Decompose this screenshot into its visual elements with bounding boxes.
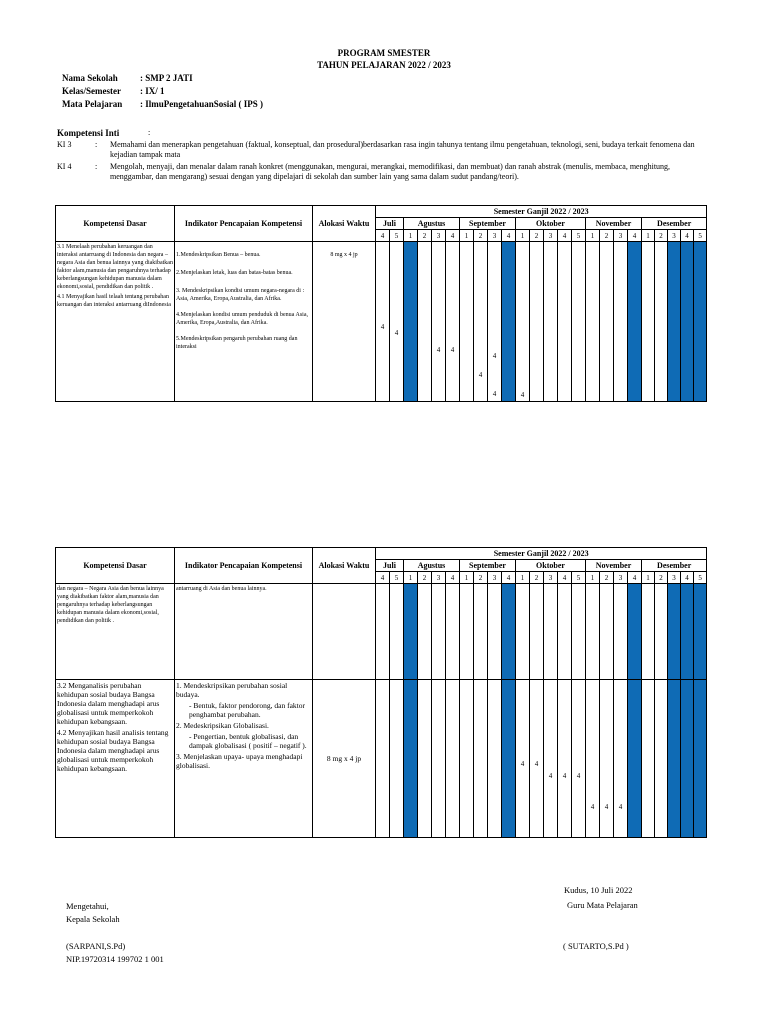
holiday-slot: [681, 584, 694, 680]
mark-value: 4: [576, 771, 581, 780]
header-kd: Kompetensi Dasar: [56, 548, 175, 584]
week-cell: 2: [530, 572, 544, 584]
indikator-continued-text: antarruang di Asia dan benua lainnya.: [176, 586, 267, 592]
mark-value: 4: [590, 802, 595, 811]
week-cell: 1: [516, 230, 530, 242]
indikator-cell-continued: [175, 584, 313, 680]
week-cell: 5: [694, 230, 707, 242]
indikator-text: Pengertian, bentuk globalisasi, dan dampak globalisasi ( positif – negatif ).: [189, 732, 307, 750]
ki4-code: KI 4: [57, 162, 72, 171]
week-slot: [655, 680, 668, 838]
week-slot: [432, 680, 446, 838]
holiday-slot: [628, 242, 642, 402]
mark-value: 4: [534, 759, 539, 768]
header-semester: Semester Ganjil 2022 / 2023: [376, 548, 707, 560]
week-slot: [530, 242, 544, 402]
week-slot: [488, 242, 502, 402]
week-slot: [530, 584, 544, 680]
mark-value: 4: [548, 771, 553, 780]
indikator-item: [175, 700, 312, 720]
indikator-cell: [175, 680, 313, 838]
week-slot: [655, 584, 668, 680]
holiday-slot: [668, 680, 681, 838]
week-slot: [642, 584, 655, 680]
week-slot: [460, 680, 474, 838]
week-cell: 5: [390, 230, 404, 242]
week-cell: 3: [432, 572, 446, 584]
mark-value: 4: [520, 759, 525, 768]
kd-cell: [56, 242, 175, 402]
week-cell: 3: [614, 230, 628, 242]
holiday-slot: [694, 680, 707, 838]
week-cell: 3: [668, 572, 681, 584]
week-slot: [376, 584, 390, 680]
kd-no: 4.2: [57, 728, 67, 737]
week-slot: [600, 680, 614, 838]
week-cell: 2: [530, 230, 544, 242]
ki3-text: Memahami dan menerapkan pengetahuan (faktual, konseptual, dan prosedural)berdasarkan rasa ingin tahunya tentang ilmu pengetahuan, teknologi, seni, budaya terkait fenomena dan kejadian tampak mata: [110, 140, 695, 159]
header-alokasi: Alokasi Waktu: [313, 206, 376, 242]
week-slot: [516, 584, 530, 680]
info-label: Mata Pelajaran: [62, 99, 123, 109]
week-cell: 5: [572, 572, 586, 584]
week-cell: 4: [681, 230, 694, 242]
kd-text: Menganalisis perubahan kehidupan sosial budaya Bangsa Indonesia dalam menghadapi arus globalisasi untuk memperkokoh kehidupan kebangsaan.: [57, 681, 160, 726]
mark-value: 4: [492, 389, 497, 398]
kd-text: Menyajikan hasil analisis tentang kehidupan sosial budaya Bangsa Indonesia dalam menghadapi arus globalisasi untuk memperkokoh kehidupan kebangsaan.: [57, 728, 169, 773]
sign-principal-role: Kepala Sekolah: [66, 914, 120, 924]
holiday-slot: [681, 242, 694, 402]
week-cell: 3: [668, 230, 681, 242]
holiday-slot: [502, 242, 516, 402]
indikator-item: [175, 751, 312, 771]
month-juli: Juli: [376, 560, 404, 572]
holiday-slot: [502, 680, 516, 838]
sign-principal-name: (SARPANI,S.Pd): [66, 941, 126, 951]
week-slot: [530, 680, 544, 838]
week-slot: [488, 680, 502, 838]
week-slot: [572, 680, 586, 838]
month-desember: Desember: [642, 218, 707, 230]
sign-teacher-name: ( SUTARTO,S.Pd ): [563, 941, 629, 951]
month-agustus: Agustus: [404, 218, 460, 230]
week-slot: [614, 680, 628, 838]
week-cell: 3: [488, 230, 502, 242]
week-cell: 4: [376, 572, 390, 584]
sign-acknowledged: Mengetahui,: [66, 901, 109, 911]
week-cell: 4: [446, 572, 460, 584]
schedule-table-1: [55, 205, 707, 402]
kd-no: 4.1: [57, 294, 65, 300]
week-slot: [614, 584, 628, 680]
holiday-slot: [694, 584, 707, 680]
week-slot: [558, 242, 572, 402]
holiday-slot: [404, 680, 418, 838]
week-slot: [474, 242, 488, 402]
month-juli: Juli: [376, 218, 404, 230]
month-september: September: [460, 218, 516, 230]
mark-value: 4: [618, 802, 623, 811]
indikator-item: 1.Mendeskripsikan Benua – benua.: [176, 252, 261, 258]
week-slot: [474, 680, 488, 838]
week-cell: 2: [418, 230, 432, 242]
holiday-slot: [681, 680, 694, 838]
indikator-cell: [175, 242, 313, 402]
week-cell: 4: [681, 572, 694, 584]
alokasi-value: 8 mg x 4 jp: [326, 754, 362, 763]
week-slot: [390, 242, 404, 402]
info-value: : IlmuPengetahuanSosial ( IPS ): [140, 99, 264, 109]
week-cell: 2: [418, 572, 432, 584]
indikator-no: -: [189, 701, 192, 710]
sign-principal-nip: NIP.19720314 199702 1 001: [66, 954, 164, 964]
indikator-item: [175, 720, 312, 731]
week-slot: [600, 242, 614, 402]
alokasi-cell: [313, 680, 376, 838]
week-cell: 1: [404, 230, 418, 242]
week-cell: 4: [376, 230, 390, 242]
week-slot: [655, 242, 668, 402]
indikator-item: [175, 680, 312, 700]
mark-value: 4: [394, 328, 399, 337]
kd-text: Menyajikan hasil telaah tentang perubahan keruangan dan interaksi antarruang diIndonesia: [57, 294, 171, 308]
week-slot: [474, 584, 488, 680]
mark-value: 4: [450, 345, 455, 354]
ki-heading: Kompetensi Inti: [57, 128, 120, 138]
week-cell: 4: [502, 572, 516, 584]
indikator-no: 3.: [176, 752, 182, 761]
week-slot: [614, 242, 628, 402]
indikator-item: 4.Menjelaskan kondisi umum penduduk di benua Asia, Amerika, Eropa,Australia, dan Afrika.: [176, 312, 308, 326]
info-value: : IX/ 1: [140, 86, 165, 96]
week-slot: [446, 242, 460, 402]
week-cell: 4: [628, 230, 642, 242]
week-slot: [488, 584, 502, 680]
indikator-no: -: [189, 732, 192, 741]
week-cell: 5: [390, 572, 404, 584]
info-value: : SMP 2 JATI: [140, 73, 193, 83]
ki-colon: :: [148, 128, 151, 137]
info-label: Kelas/Semester: [62, 86, 121, 96]
week-slot: [446, 680, 460, 838]
week-cell: 1: [460, 230, 474, 242]
week-cell: 2: [474, 230, 488, 242]
week-cell: 1: [404, 572, 418, 584]
week-slot: [586, 242, 600, 402]
indikator-text: Mendeskripsikan perubahan sosial budaya.: [176, 681, 288, 699]
month-september: September: [460, 560, 516, 572]
week-slot: [572, 242, 586, 402]
holiday-slot: [668, 242, 681, 402]
week-cell: 4: [446, 230, 460, 242]
kd-continued-text: dan negara – Negara Asia dan benua lainnya yang diakibatkan faktor alam,manusia dan pengaruhnya terhadap keberlangsungan kehidupan manusia dalam ekonomi,sosial, pendidikan dan politik .: [57, 586, 164, 624]
holiday-slot: [628, 584, 642, 680]
month-oktober: Oktober: [516, 218, 586, 230]
week-slot: [544, 584, 558, 680]
week-cell: 2: [600, 572, 614, 584]
kd-text: Menelaah perubahan keruangan dan interaksi antarruang di Indonesia dan negara – negara Asia dan benua lainnya yang diakibatkan faktor alam,manusia dan pengaruhnya terhadap keberlangsungan kehidupan manusia dalam ekonomi,sosial, pendidikan dan politik .: [57, 244, 173, 290]
kd-cell-continued: [56, 584, 175, 680]
week-cell: 1: [586, 572, 600, 584]
week-cell: 3: [544, 230, 558, 242]
kd-item: [56, 292, 174, 310]
week-slot: [558, 584, 572, 680]
week-slot: [390, 584, 404, 680]
week-cell: 1: [642, 572, 655, 584]
header-indikator: Indikator Pencapaian Kompetensi: [175, 548, 313, 584]
week-cell: 2: [655, 230, 668, 242]
week-cell: 3: [432, 230, 446, 242]
kd-cell: [56, 680, 175, 838]
week-cell: 4: [628, 572, 642, 584]
week-cell: 2: [474, 572, 488, 584]
week-slot: [390, 680, 404, 838]
month-oktober: Oktober: [516, 560, 586, 572]
indikator-item: [175, 731, 312, 751]
info-subject: [0, 99, 768, 111]
week-cell: 3: [544, 572, 558, 584]
week-cell: 4: [502, 230, 516, 242]
info-class: [0, 86, 768, 98]
alokasi-cell: [313, 584, 376, 680]
doc-title-line1: PROGRAM SMESTER: [337, 48, 431, 58]
week-slot: [516, 242, 530, 402]
ki4-sep: :: [95, 162, 98, 171]
holiday-slot: [668, 584, 681, 680]
mark-value: 4: [436, 345, 441, 354]
indikator-no: 1.: [176, 681, 182, 690]
week-cell: 3: [488, 572, 502, 584]
mark-value: 4: [520, 391, 525, 399]
week-slot: [418, 242, 432, 402]
week-slot: [446, 584, 460, 680]
week-slot: [558, 680, 572, 838]
kd-item: [56, 727, 174, 774]
week-cell: 3: [614, 572, 628, 584]
week-slot: [376, 242, 390, 402]
week-slot: [460, 242, 474, 402]
holiday-slot: [628, 680, 642, 838]
week-cell: 5: [694, 572, 707, 584]
week-cell: 1: [516, 572, 530, 584]
month-november: November: [586, 560, 642, 572]
week-slot: [642, 680, 655, 838]
alokasi-value: 8 mg x 4 jp: [330, 252, 358, 258]
schedule-table-2: [55, 547, 707, 838]
mark-value: 4: [492, 351, 497, 360]
week-slot: [586, 680, 600, 838]
ki4-text: Mengolah, menyaji, dan menalar dalam ranah konkret (menggunakan, mengurai, merangkai, memodifikasi, dan membuat) dan ranah abstrak (menulis, membaca, menghitung, menggambar, dan mengarang) sesuai dengan yang dipelajari di sekolah dan sumber lain yang sama dalam sudut pandang/teori).: [110, 162, 671, 181]
week-slot: [600, 584, 614, 680]
mark-value: 4: [604, 802, 609, 811]
holiday-slot: [694, 242, 707, 402]
week-slot: [586, 584, 600, 680]
kd-item: [56, 242, 174, 292]
doc-title-line2: TAHUN PELAJARAN 2022 / 2023: [317, 60, 451, 70]
week-cell: 1: [460, 572, 474, 584]
week-slot: [432, 242, 446, 402]
week-slot: [642, 242, 655, 402]
holiday-slot: [404, 584, 418, 680]
week-cell: 4: [558, 230, 572, 242]
week-slot: [544, 680, 558, 838]
ki3-code: KI 3: [57, 140, 72, 149]
week-slot: [418, 584, 432, 680]
kd-no: 3.1: [57, 244, 65, 250]
header-alokasi: Alokasi Waktu: [313, 548, 376, 584]
header-semester: Semester Ganjil 2022 / 2023: [376, 206, 707, 218]
kd-no: 3.2: [57, 681, 67, 690]
week-slot: [460, 584, 474, 680]
week-cell: 4: [558, 572, 572, 584]
week-slot: [418, 680, 432, 838]
holiday-slot: [404, 242, 418, 402]
sign-teacher-role: Guru Mata Pelajaran: [567, 900, 638, 910]
info-label: Nama Sekolah: [62, 73, 118, 83]
week-cell: 1: [642, 230, 655, 242]
week-cell: 2: [600, 230, 614, 242]
header-kd: Kompetensi Dasar: [56, 206, 175, 242]
mark-value: 4: [478, 370, 483, 379]
week-slot: [432, 584, 446, 680]
month-november: November: [586, 218, 642, 230]
indikator-text: Bentuk, faktor pendorong, dan faktor penghambat perubahan.: [189, 701, 306, 719]
mark-value: 4: [562, 771, 567, 780]
week-slot: [376, 680, 390, 838]
month-agustus: Agustus: [404, 560, 460, 572]
kd-item: [56, 680, 174, 727]
month-desember: Desember: [642, 560, 707, 572]
week-cell: 1: [586, 230, 600, 242]
indikator-no: 2.: [176, 721, 182, 730]
alokasi-cell: [313, 242, 376, 402]
holiday-slot: [502, 584, 516, 680]
info-school: [0, 73, 768, 85]
sign-date: Kudus, 10 Juli 2022: [564, 885, 633, 895]
indikator-item: 5.Mendeskripsikan pengaruh perubahan ruang dan interaksi: [176, 336, 298, 350]
indikator-item: 3. Mendeskripsikan kondisi umum negara-negara di : Asia, Amerika, Eropa,Australia, dan Afrika.: [176, 288, 305, 302]
mark-value: 4: [380, 322, 385, 331]
week-slot: [544, 242, 558, 402]
week-cell: 2: [655, 572, 668, 584]
indikator-text: Menjelaskan upaya- upaya menghadapi globalisasi.: [176, 752, 303, 770]
week-slot: [572, 584, 586, 680]
indikator-item: 2.Menjelaskan letak, luas dan batas-batas benua.: [176, 270, 293, 276]
ki3-sep: :: [95, 140, 98, 149]
week-slot: [516, 680, 530, 838]
indikator-text: Medeskripsikan Globalisasi.: [183, 721, 269, 730]
header-indikator: Indikator Pencapaian Kompetensi: [175, 206, 313, 242]
week-cell: 5: [572, 230, 586, 242]
